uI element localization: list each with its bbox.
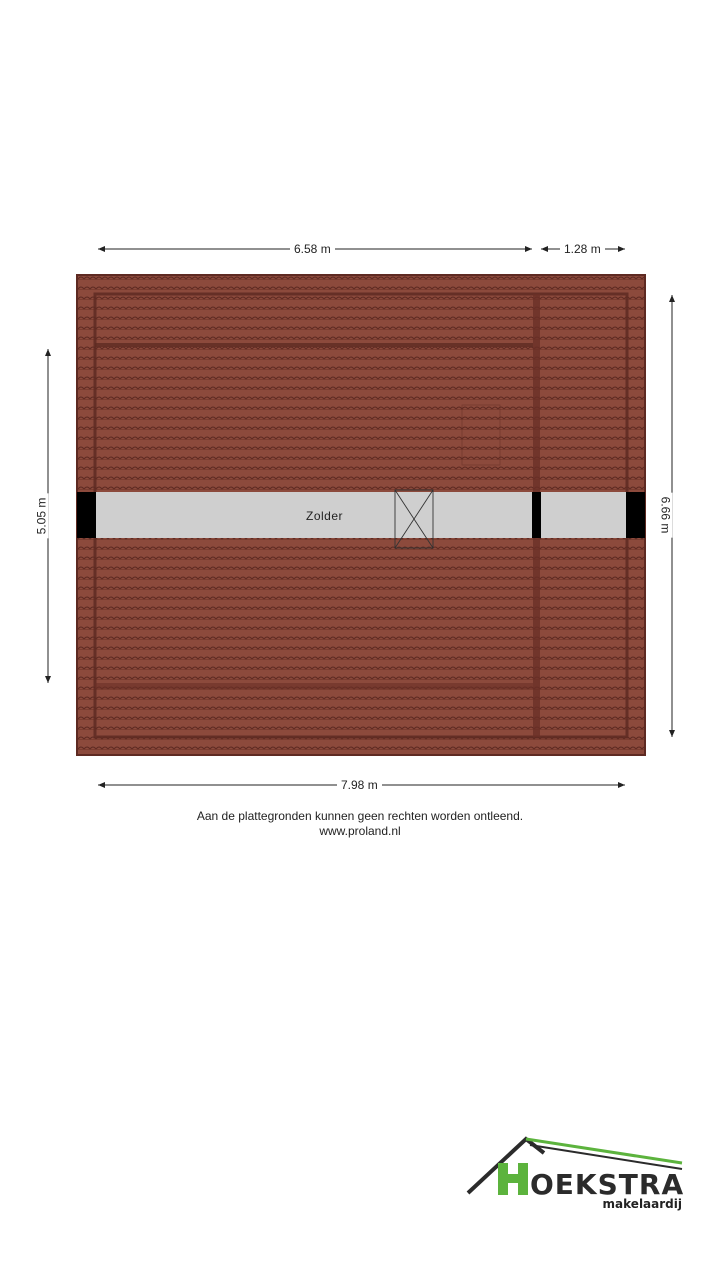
wall-left (77, 492, 96, 538)
wall-right (626, 492, 645, 538)
logo-subtitle: makelaardij (602, 1197, 682, 1211)
disclaimer-url: www.proland.nl (319, 824, 401, 838)
dim-label-top-right: 1.28 m (560, 242, 605, 256)
hoekstra-logo (464, 1133, 686, 1223)
dim-label-left: 5.05 m (34, 494, 48, 539)
disclaimer-text: Aan de plattegronden kunnen geen rechten worden ontleend. (196, 809, 524, 823)
svg-text:OEKSTRA: OEKSTRA (530, 1168, 685, 1201)
dim-label-right: 6.66 m (658, 493, 672, 538)
wall-middle (532, 492, 541, 538)
dim-label-top-left: 6.58 m (290, 242, 335, 256)
room-label: Zolder (306, 509, 344, 523)
dim-label-bottom: 7.98 m (337, 778, 382, 792)
